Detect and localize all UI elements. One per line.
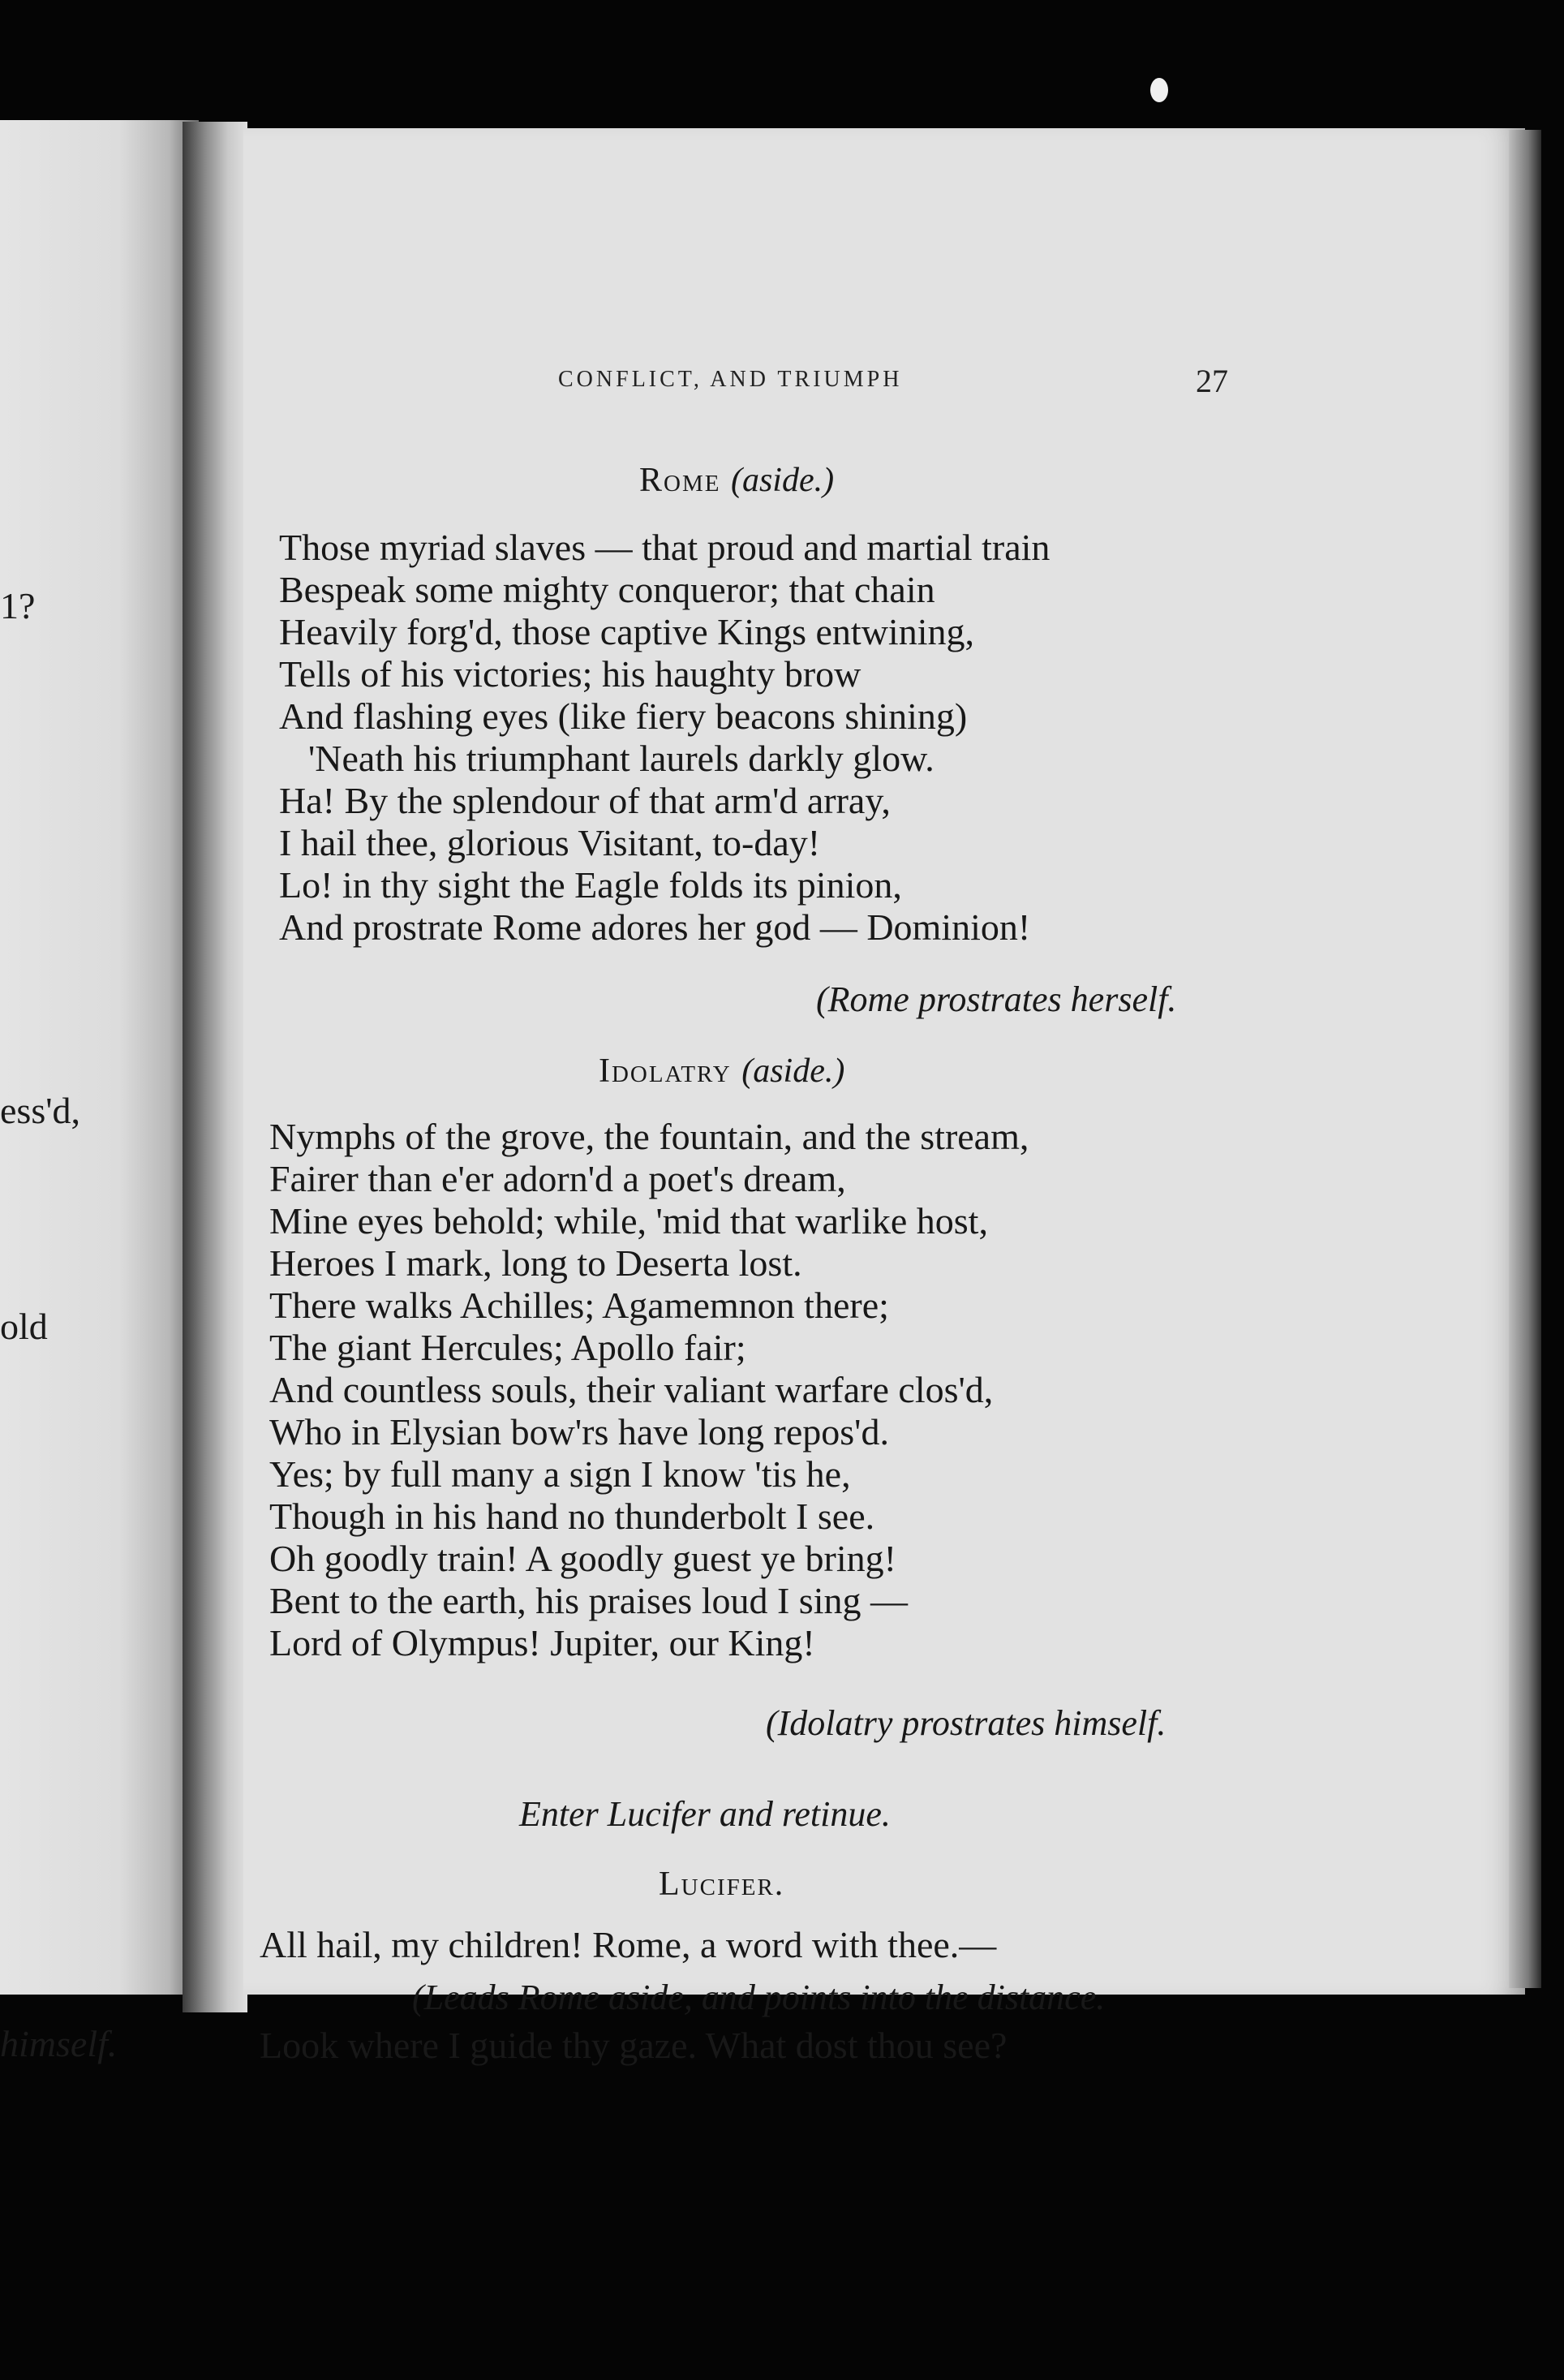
verse-line: Lord of Olympus! Jupiter, our King! — [269, 1622, 815, 1663]
verse-line: Lo! in thy sight the Eagle folds its pinion, — [279, 864, 902, 906]
facing-page-fragment: ess'd, — [0, 1090, 81, 1131]
verse-line: 'Neath his triumphant laurels darkly glow. — [308, 738, 935, 779]
entrance-direction: Enter Lucifer and retinue. — [519, 1794, 891, 1834]
stage-aside: (aside.) — [741, 1052, 845, 1090]
verse-line: Bespeak some mighty conqueror; that chain — [279, 569, 935, 610]
speaker-name: Lucifer. — [659, 1866, 785, 1903]
verse-line: Those myriad slaves — that proud and martial train — [279, 527, 1051, 568]
verse-line: All hail, my children! Rome, a word with thee.— — [260, 1924, 997, 1965]
verse-line: And flashing eyes (like fiery beacons shining) — [279, 695, 968, 737]
stage-direction: (Leads Rome aside, and points into the distance. — [412, 1978, 1106, 2017]
speaker-name: Rome — [639, 462, 721, 499]
stage-direction: (Idolatry prostrates himself. — [766, 1703, 1167, 1743]
verse-line: Look where I guide thy gaze. What dost thou see? — [260, 2025, 1008, 2066]
film-speck — [1150, 78, 1168, 102]
verse-line: Oh goodly train! A goodly guest ye bring! — [269, 1538, 896, 1579]
page-number: 27 — [1196, 363, 1228, 399]
verse-line: There walks Achilles; Agamemnon there; — [269, 1285, 889, 1326]
verse-line: And prostrate Rome adores her god — Dominion! — [279, 906, 1031, 948]
verse-line: Ha! By the splendour of that arm'd array, — [279, 780, 891, 821]
verse-line: I hail thee, glorious Visitant, to-day! — [279, 822, 821, 863]
verse-line: Heroes I mark, long to Deserta lost. — [269, 1242, 802, 1284]
verse-line: Tells of his victories; his haughty brow — [279, 653, 861, 695]
speaker-heading — [599, 1052, 844, 1091]
verse-line: And countless souls, their valiant warfare clos'd, — [269, 1369, 994, 1410]
stage-aside: (aside.) — [730, 462, 835, 499]
facing-page-fragment: old — [0, 1306, 48, 1347]
verse-line: Nymphs of the grove, the fountain, and the stream, — [269, 1116, 1029, 1157]
running-title: CONFLICT, AND TRIUMPH — [558, 367, 903, 392]
facing-page-fragment: himself. — [0, 2023, 118, 2064]
facing-page — [0, 120, 199, 1995]
verse-line: Fairer than e'er adorn'd a poet's dream, — [269, 1158, 846, 1199]
facing-page-fragment: 1? — [0, 585, 36, 626]
stage-direction: (Rome prostrates herself. — [816, 979, 1177, 1019]
verse-line: Bent to the earth, his praises loud I sing — — [269, 1580, 908, 1621]
speaker-name: Idolatry — [599, 1052, 732, 1090]
speaker-heading — [639, 461, 834, 500]
speaker-heading — [659, 1865, 784, 1904]
verse-line: Though in his hand no thunderbolt I see. — [269, 1496, 875, 1537]
verse-line: Mine eyes behold; while, 'mid that warlike host, — [269, 1200, 988, 1242]
verse-line: Yes; by full many a sign I know 'tis he, — [269, 1453, 851, 1495]
verse-line: The giant Hercules; Apollo fair; — [269, 1327, 746, 1368]
verse-line: Who in Elysian bow'rs have long repos'd. — [269, 1411, 889, 1453]
verse-line: Heavily forg'd, those captive Kings entwining, — [279, 611, 974, 652]
book-spine — [183, 122, 247, 2012]
page-edge — [1509, 130, 1541, 1988]
